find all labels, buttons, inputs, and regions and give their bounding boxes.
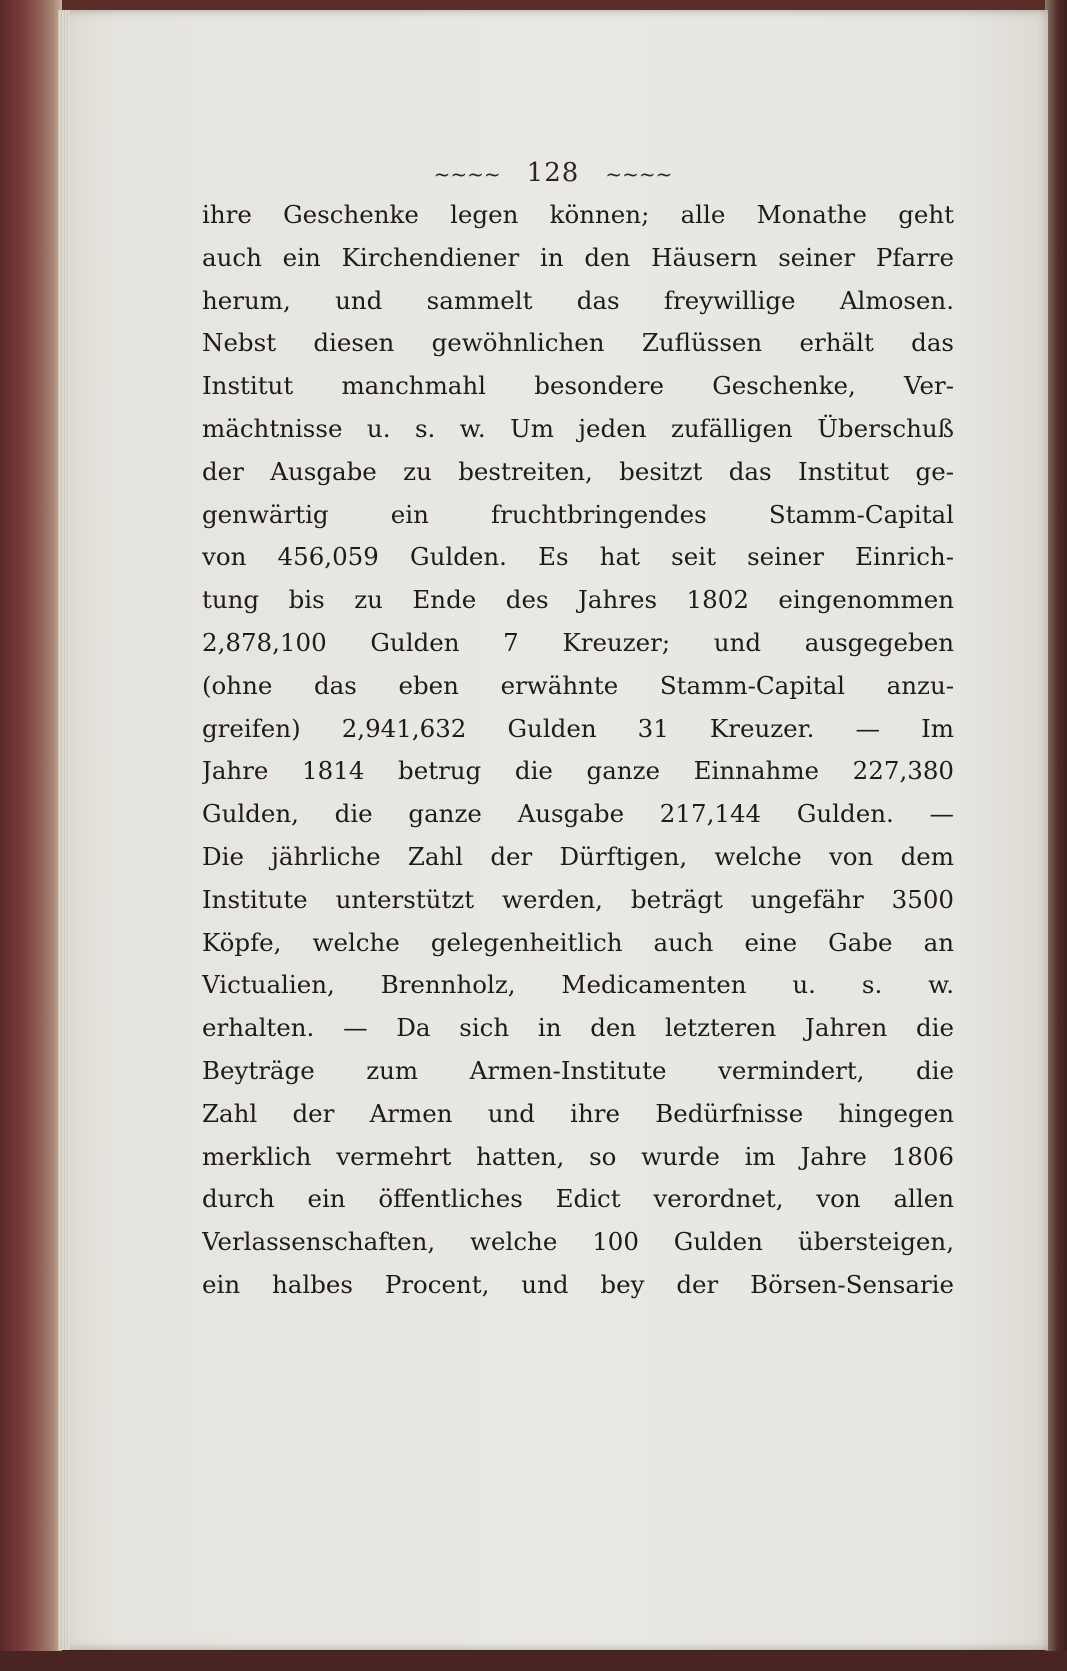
text-line: genwärtig ein fruchtbringendes Stamm-Capital <box>202 499 954 529</box>
book-cover-bottom <box>0 1651 1067 1671</box>
text-line: Verlassenschaften, welche 100 Gulden übersteigen, <box>202 1227 954 1257</box>
book-cover-right <box>1045 0 1067 1671</box>
text-line: von 456,059 Gulden. Es hat seit seiner Einrich- <box>202 542 954 572</box>
text-line: Die jährliche Zahl der Dürftigen, welche von dem <box>202 841 954 871</box>
text-line: Victualien, Brennholz, Medicamenten u. s. w. <box>202 970 954 1000</box>
text-line: durch ein öffentliches Edict verordnet, von allen <box>202 1184 954 1214</box>
text-line: (ohne das eben erwähnte Stamm-Capital anzu- <box>202 670 954 700</box>
text-line: greifen) 2,941,632 Gulden 31 Kreuzer. — Im <box>202 713 954 743</box>
text-line: Institut manchmahl besondere Geschenke, Ver- <box>202 371 954 401</box>
text-line: Köpfe, welche gelegenheitlich auch eine Gabe an <box>202 927 954 957</box>
text-line: tung bis zu Ende des Jahres 1802 eingenommen <box>202 585 954 615</box>
text-line: Gulden, die ganze Ausgabe 217,144 Gulden. — <box>202 799 954 829</box>
text-line: herum, und sammelt das freywillige Almosen. <box>202 285 954 315</box>
running-header <box>58 158 1048 188</box>
text-line: Institute unterstützt werden, beträgt ungefähr 3500 <box>202 884 954 914</box>
ornament-left: ~~~~ <box>433 162 501 186</box>
text-line: Zahl der Armen und ihre Bedürfnisse hingegen <box>202 1098 954 1128</box>
text-line: Nebst diesen gewöhnlichen Zuflüssen erhält das <box>202 328 954 358</box>
page-number: 128 <box>526 158 580 188</box>
page-edges <box>58 10 70 1650</box>
book-cover-left <box>0 0 62 1671</box>
text-line: Beyträge zum Armen-Institute vermindert, die <box>202 1055 954 1085</box>
text-line: Jahre 1814 betrug die ganze Einnahme 227,380 <box>202 756 954 786</box>
text-line: 2,878,100 Gulden 7 Kreuzer; und ausgegeben <box>202 627 954 657</box>
text-line: ihre Geschenke legen können; alle Monathe geht <box>202 200 954 229</box>
text-line: der Ausgabe zu bestreiten, besitzt das Institut ge- <box>202 456 954 486</box>
ornament-right: ~~~~ <box>605 162 673 186</box>
text-line: ein halbes Procent, und bey der Börsen-Sensarie <box>202 1269 954 1299</box>
text-line: merklich vermehrt hatten, so wurde im Jahre 1806 <box>202 1141 954 1171</box>
body-text <box>202 194 954 1307</box>
text-line: auch ein Kirchendiener in den Häusern seiner Pfarre <box>202 242 954 272</box>
text-line: erhalten. — Da sich in den letzteren Jahren die <box>202 1013 954 1043</box>
text-line: mächtnisse u. s. w. Um jeden zufälligen Überschuß <box>202 413 954 443</box>
